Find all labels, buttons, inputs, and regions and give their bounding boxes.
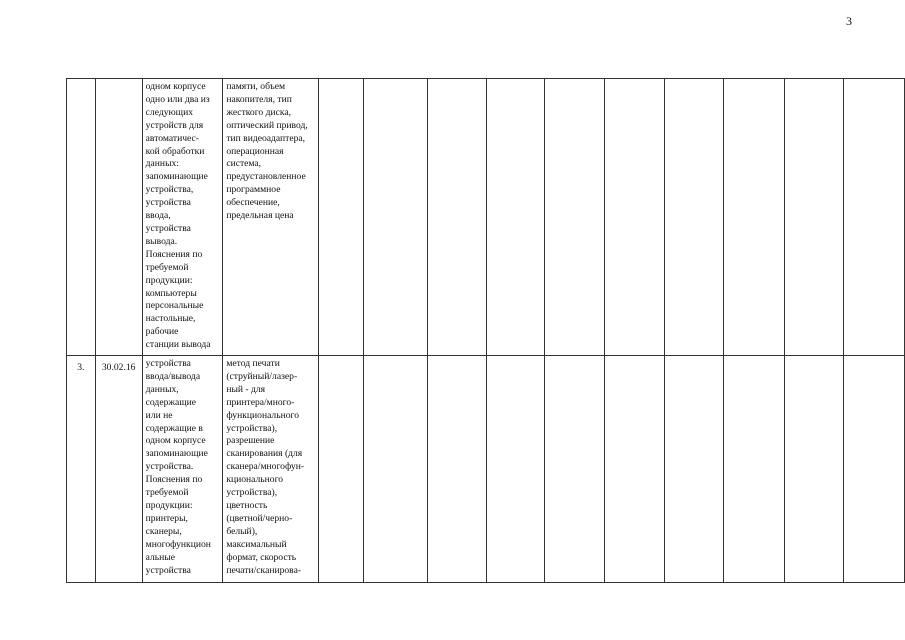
products-table xyxy=(66,78,905,583)
empty-cell xyxy=(784,79,844,356)
row-number-cell xyxy=(67,79,96,356)
product-name-text: устройства ввода/вывода данных, содержащие или не содержащие в одном корпусе запоминающие устройства. Пояснения по требуемой продукции: принтеры, сканеры, многофункцион альные устройства xyxy=(145,358,211,576)
empty-cell xyxy=(363,79,427,356)
empty-cell xyxy=(486,79,545,356)
empty-cell xyxy=(604,79,665,356)
empty-cell xyxy=(318,356,363,583)
characteristics-text: метод печати (струйный/лазер- ный - для принтера/много- функционального устройства), разрешение сканирования (для сканера/многофун- кционального устройства), цветность (цветной/черно- белый), максимальный формат, скорость печати/сканирова- xyxy=(226,358,305,576)
product-name-text: одном корпусе одно или два из следующих устройств для автоматичес- кой обработки данных: запоминающие устройства, устройства ввода, устройства вывода. Пояснения по требуемой продукции: компьютеры персональные настольные, рабочие станции вывода xyxy=(145,81,211,351)
empty-cell xyxy=(724,356,785,583)
page-number: 3 xyxy=(846,14,852,28)
empty-cell xyxy=(604,356,665,583)
empty-cell xyxy=(844,79,905,356)
empty-cell xyxy=(545,79,605,356)
table-row xyxy=(67,79,905,356)
empty-cell xyxy=(784,356,844,583)
characteristics-text: памяти, объем накопителя, тип жесткого диска, оптический привод, тип видеоадаптера, операционная система, предустановленное программное обеспечение, предельная цена xyxy=(226,81,308,222)
empty-cell xyxy=(427,79,486,356)
empty-cell xyxy=(844,356,905,583)
characteristics-cell xyxy=(223,79,319,356)
empty-cell xyxy=(363,356,427,583)
empty-cell xyxy=(486,356,545,583)
okpd-code-cell: 30.02.16 xyxy=(95,356,142,583)
empty-cell xyxy=(665,79,724,356)
empty-cell xyxy=(318,79,363,356)
okpd-code-cell xyxy=(95,79,142,356)
empty-cell xyxy=(724,79,785,356)
empty-cell xyxy=(665,356,724,583)
row-number-cell: 3. xyxy=(67,356,96,583)
empty-cell xyxy=(545,356,605,583)
product-name-cell xyxy=(142,79,223,356)
characteristics-cell xyxy=(223,356,319,583)
product-name-cell xyxy=(142,356,223,583)
table-row xyxy=(67,356,905,583)
empty-cell xyxy=(427,356,486,583)
